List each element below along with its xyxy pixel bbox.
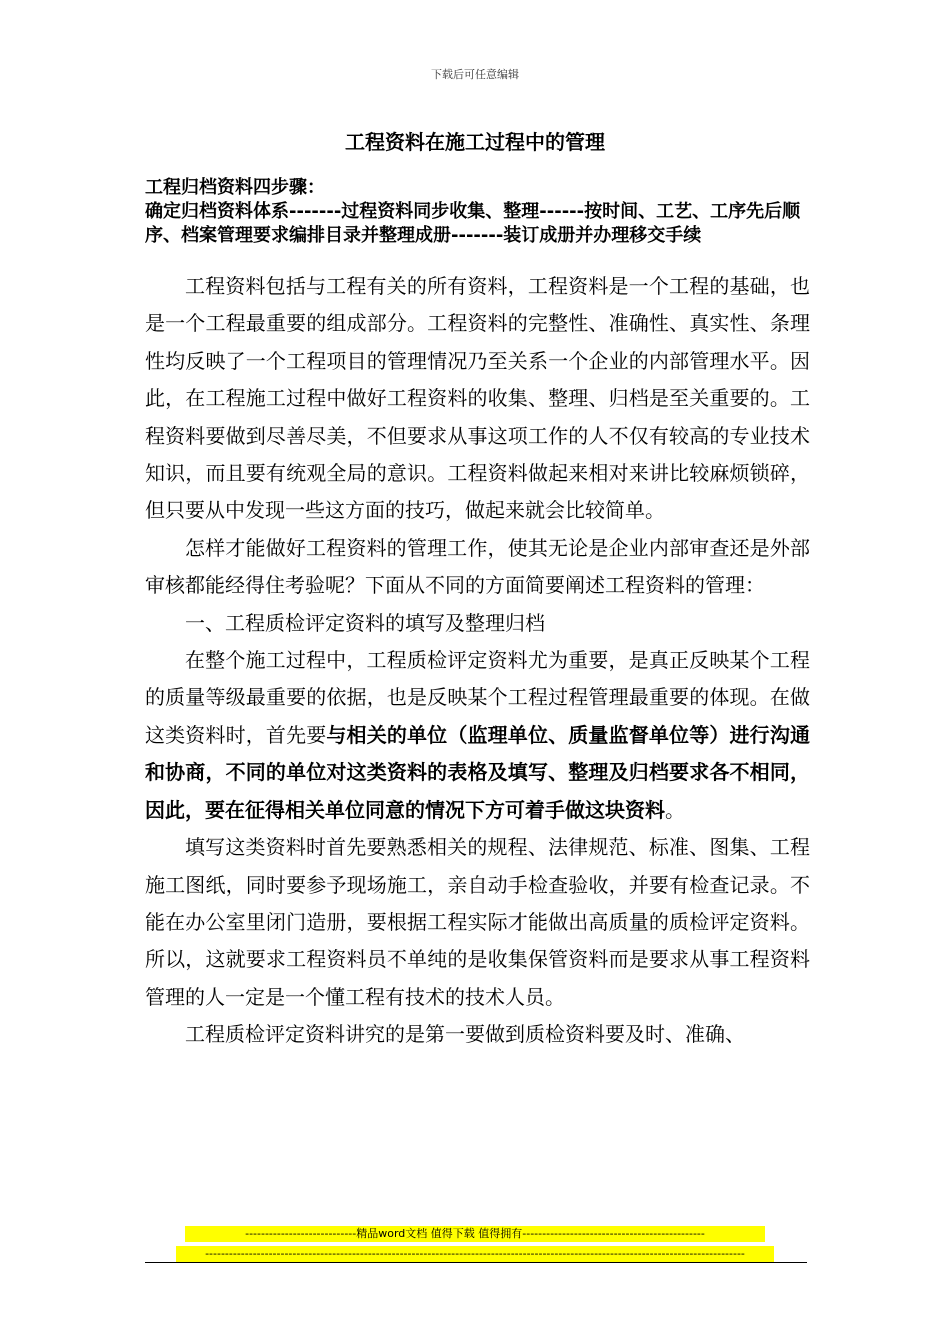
paragraph-text: 在整个施工过程中，工程质检评定资料尤为重要，是真正反映某个工程的质量等级最重要的依据，也是反映某个工程过程管理最重要的体现。在做这类资料时，首先要: [145, 648, 810, 747]
paragraph-intro: 工程资料包括与工程有关的所有资料，工程资料是一个工程的基础，也是一个工程最重要的组成部分。工程资料的完整性、准确性、真实性、条理性均反映了一个工程项目的管理情况乃至关系一个企业的内部管理水平。因此，在工程施工过程中做好工程资料的收集、整理、归档是至关重要的。工程资料要做到尽善尽美，不但要求从事这项工作的人不仅有较高的专业技术知识，而且要有统观全局的意识。工程资料做起来相对来讲比较麻烦锁碎，但只要从中发现一些这方面的技巧，做起来就会比较简单。: [145, 274, 810, 523]
footer-dash-line: ----------------------------------------------------------------------------------------------------------------------------------------: [176, 1246, 774, 1262]
summary-block: [145, 176, 810, 248]
emphasis-text: 与相关的单位（监理单位、质量监督单位等）进行沟通和协商，不同的单位对这类资料的表格及填写、整理及归档要求各不相同，因此，要在征得相关单位同意的情况下方可着手做这块资料: [145, 722, 810, 822]
document-title: 工程资料在施工过程中的管理: [345, 130, 605, 154]
page-footer: [0, 1226, 950, 1266]
paragraph-text-end: 。: [665, 797, 685, 822]
page-header-note: 下载后可任意编辑: [431, 68, 519, 81]
paragraph-quality-docs: [145, 642, 810, 829]
paragraph-question: 怎样才能做好工程资料的管理工作，使其无论是企业内部审查还是外部审核都能经得住考验呢？下面从不同的方面简要阐述工程资料的管理：: [145, 535, 810, 598]
footer-banner-line: ----------------------------精品word文档 值得下载 值得拥有----------------------------------------------: [185, 1226, 765, 1242]
summary-steps: 确定归档资料体系-------过程资料同步收集、整理------按时间、工艺、工序先后顺序、档案管理要求编排目录并整理成册-------装订成册并办理移交手续: [145, 201, 801, 246]
footer-rule: [145, 1262, 807, 1263]
paragraph-continued: 工程质检评定资料讲究的是第一要做到质检资料要及时、准确、: [185, 1022, 745, 1047]
paragraph-filling: 填写这类资料时首先要熟悉相关的规程、法律规范、标准、图集、工程施工图纸，同时要参予现场施工，亲自动手检查验收，并要有检查记录。不能在办公室里闭门造册，要根据工程实际才能做出高质量的质检评定资料。所以，这就要求工程资料员不单纯的是收集保管资料而是要求从事工程资料管理的人一定是一个懂工程有技术的技术人员。: [145, 835, 810, 1009]
section-heading-1: 一、工程质检评定资料的填写及整理归档: [185, 610, 545, 635]
summary-heading: 工程归档资料四步骤：: [145, 177, 325, 198]
document-body: [145, 268, 810, 1054]
